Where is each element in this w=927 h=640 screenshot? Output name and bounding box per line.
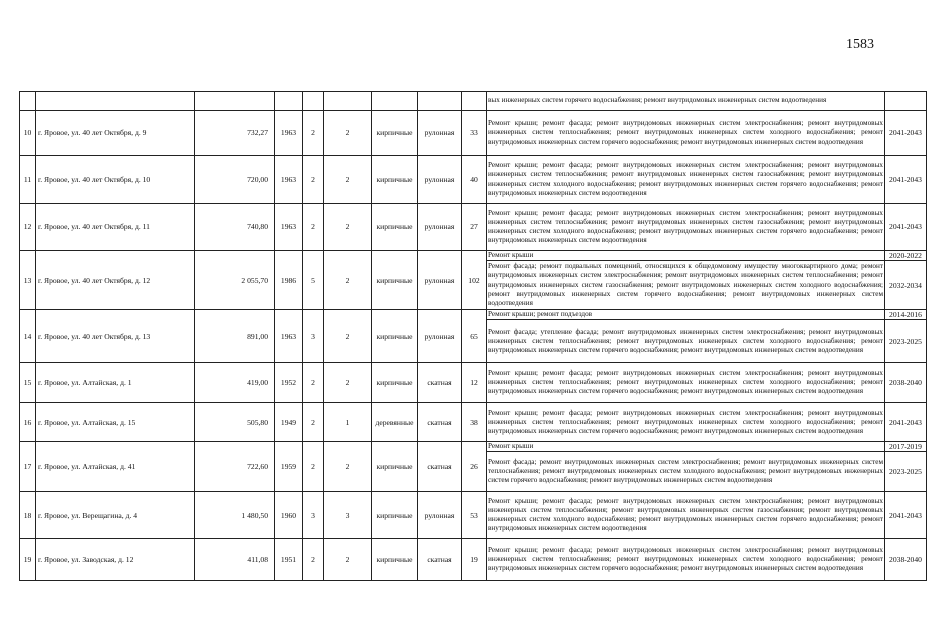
address-cell: г. Яровое, ул. Алтайская, д. 1 xyxy=(36,363,195,403)
entrances-cell: 2 xyxy=(324,156,372,204)
floors-cell: 2 xyxy=(303,442,324,492)
floors-cell: 2 xyxy=(303,403,324,442)
cell xyxy=(372,92,418,111)
wall-material-cell: кирпичные xyxy=(372,204,418,251)
table-row xyxy=(20,442,927,452)
year-built-cell: 1952 xyxy=(275,363,303,403)
row-number: 15 xyxy=(20,363,36,403)
period-cell: 2020-2022 xyxy=(885,251,927,261)
period-cell: 2023-2025 xyxy=(885,320,927,363)
floors-cell: 2 xyxy=(303,156,324,204)
table-row xyxy=(20,492,927,539)
roof-type-cell: рулонная xyxy=(418,310,462,363)
period-cell: 2041-2043 xyxy=(885,111,927,156)
row-number: 13 xyxy=(20,251,36,310)
wall-material-cell: кирпичные xyxy=(372,442,418,492)
works-cell: Ремонт фасада; утепление фасада; ремонт внутридомовых инженерных систем электроснабжения; ремонт внутридомовых инженерных систем теплоснабжения; ремонт внутридомовых инженерных систем холодного водоснабжения; ремонт внутридомовых инженерных систем горячего водоснабжения; ремонт внутридомовых инженерных систем водоотведения xyxy=(487,320,885,363)
period-cell: 2017-2019 xyxy=(885,442,927,452)
works-cell: Ремонт крыши; ремонт подъездов xyxy=(487,310,885,320)
entrances-cell: 2 xyxy=(324,111,372,156)
area-cell: 411,08 xyxy=(195,539,275,581)
year-built-cell: 1951 xyxy=(275,539,303,581)
entrances-cell: 2 xyxy=(324,539,372,581)
works-cell: Ремонт крыши xyxy=(487,251,885,261)
roof-type-cell: рулонная xyxy=(418,251,462,310)
entrances-cell: 2 xyxy=(324,204,372,251)
area-cell: 891,00 xyxy=(195,310,275,363)
address-cell: г. Яровое, ул. Алтайская, д. 15 xyxy=(36,403,195,442)
row-number: 18 xyxy=(20,492,36,539)
repair-schedule-table xyxy=(19,91,927,581)
roof-type-cell: рулонная xyxy=(418,156,462,204)
residents-cell: 19 xyxy=(462,539,487,581)
residents-cell: 12 xyxy=(462,363,487,403)
period-cell: 2041-2043 xyxy=(885,156,927,204)
wall-material-cell: кирпичные xyxy=(372,363,418,403)
roof-type-cell: скатная xyxy=(418,539,462,581)
entrances-cell: 2 xyxy=(324,442,372,492)
address-cell: г. Яровое, ул. 40 лет Октября, д. 13 xyxy=(36,310,195,363)
period-cell: 2023-2025 xyxy=(885,452,927,492)
works-cell: Ремонт крыши; ремонт фасада; ремонт внутридомовых инженерных систем электроснабжения; ремонт внутридомовых инженерных систем теплоснабжения; ремонт внутридомовых инженерных систем газоснабжения; ремонт внутридомовых инженерных систем холодного водоснабжения; ремонт внутридомовых инженерных систем горячего водоснабжения; ремонт внутридомовых инженерных систем водоотведения xyxy=(487,156,885,204)
address-cell: г. Яровое, ул. 40 лет Октября, д. 9 xyxy=(36,111,195,156)
table-row xyxy=(20,539,927,581)
works-cell: Ремонт крыши xyxy=(487,442,885,452)
wall-material-cell: кирпичные xyxy=(372,156,418,204)
wall-material-cell: кирпичные xyxy=(372,492,418,539)
residents-cell: 40 xyxy=(462,156,487,204)
period-cell: 2032-2034 xyxy=(885,261,927,310)
roof-type-cell: рулонная xyxy=(418,204,462,251)
floors-cell: 2 xyxy=(303,363,324,403)
roof-type-cell: рулонная xyxy=(418,492,462,539)
period-cell: 2041-2043 xyxy=(885,204,927,251)
works-cell: Ремонт фасада; ремонт подвальных помещений, относящихся к общедомовому имуществу многоквартирного дома; ремонт внутридомовых инженерных систем электроснабжения; ремонт внутридомовых инженерных систем теплоснабжения; ремонт внутридомовых инженерных систем газоснабжения; ремонт внутридомовых инженерных систем холодного водоснабжения; ремонт внутридомовых инженерных систем горячего водоснабжения; ремонт внутридомовых инженерных систем водоотведения xyxy=(487,261,885,310)
cell xyxy=(462,92,487,111)
floors-cell: 2 xyxy=(303,539,324,581)
table-row xyxy=(20,310,927,320)
cell xyxy=(275,92,303,111)
row-number: 12 xyxy=(20,204,36,251)
address-cell: г. Яровое, ул. Верещагина, д. 4 xyxy=(36,492,195,539)
wall-material-cell: кирпичные xyxy=(372,251,418,310)
period-cell: 2014-2016 xyxy=(885,310,927,320)
row-number: 19 xyxy=(20,539,36,581)
works-cell: Ремонт фасада; ремонт внутридомовых инженерных систем электроснабжения; ремонт внутридомовых инженерных систем теплоснабжения; ремонт внутридомовых инженерных систем холодного водоснабжения; ремонт внутридомовых инженерных систем горячего водоснабжения; ремонт внутридомовых инженерных систем водоотведения xyxy=(487,452,885,492)
residents-cell: 33 xyxy=(462,111,487,156)
year-built-cell: 1963 xyxy=(275,310,303,363)
residents-cell: 38 xyxy=(462,403,487,442)
works-cell: Ремонт крыши; ремонт фасада; ремонт внутридомовых инженерных систем электроснабжения; ремонт внутридомовых инженерных систем теплоснабжения; ремонт внутридомовых инженерных систем холодного водоснабжения; ремонт внутридомовых инженерных систем горячего водоснабжения; ремонт внутридомовых инженерных систем водоотведения xyxy=(487,363,885,403)
wall-material-cell: кирпичные xyxy=(372,539,418,581)
table-row xyxy=(20,111,927,156)
table-row xyxy=(20,363,927,403)
wall-material-cell: кирпичные xyxy=(372,111,418,156)
area-cell: 732,27 xyxy=(195,111,275,156)
cell xyxy=(303,92,324,111)
area-cell: 2 055,70 xyxy=(195,251,275,310)
floors-cell: 3 xyxy=(303,310,324,363)
address-cell: г. Яровое, ул. Алтайская, д. 41 xyxy=(36,442,195,492)
year-built-cell: 1963 xyxy=(275,111,303,156)
cell xyxy=(20,92,36,111)
entrances-cell: 2 xyxy=(324,363,372,403)
table-row xyxy=(20,204,927,251)
year-built-cell: 1963 xyxy=(275,204,303,251)
floors-cell: 3 xyxy=(303,492,324,539)
address-cell: г. Яровое, ул. 40 лет Октября, д. 11 xyxy=(36,204,195,251)
year-built-cell: 1959 xyxy=(275,442,303,492)
address-cell: г. Яровое, ул. Заводская, д. 12 xyxy=(36,539,195,581)
area-cell: 722,60 xyxy=(195,442,275,492)
period-cell: 2041-2043 xyxy=(885,492,927,539)
entrances-cell: 2 xyxy=(324,310,372,363)
works-cell: Ремонт крыши; ремонт фасада; ремонт внутридомовых инженерных систем электроснабжения; ремонт внутридомовых инженерных систем теплоснабжения; ремонт внутридомовых инженерных систем газоснабжения; ремонт внутридомовых инженерных систем холодного водоснабжения; ремонт внутридомовых инженерных систем горячего водоснабжения; ремонт внутридомовых инженерных систем водоотведения xyxy=(487,492,885,539)
cell xyxy=(885,92,927,111)
works-cell: Ремонт крыши; ремонт фасада; ремонт внутридомовых инженерных систем электроснабжения; ремонт внутридомовых инженерных систем теплоснабжения; ремонт внутридомовых инженерных систем газоснабжения; ремонт внутридомовых инженерных систем холодного водоснабжения; ремонт внутридомовых инженерных систем горячего водоснабжения; ремонт внутридомовых инженерных систем водоотведения xyxy=(487,204,885,251)
table-row xyxy=(20,156,927,204)
residents-cell: 102 xyxy=(462,251,487,310)
floors-cell: 2 xyxy=(303,111,324,156)
roof-type-cell: скатная xyxy=(418,363,462,403)
floors-cell: 2 xyxy=(303,204,324,251)
year-built-cell: 1949 xyxy=(275,403,303,442)
row-number: 14 xyxy=(20,310,36,363)
table-row xyxy=(20,403,927,442)
area-cell: 419,00 xyxy=(195,363,275,403)
year-built-cell: 1963 xyxy=(275,156,303,204)
period-cell: 2041-2043 xyxy=(885,403,927,442)
works-cell: Ремонт крыши; ремонт фасада; ремонт внутридомовых инженерных систем электроснабжения; ремонт внутридомовых инженерных систем теплоснабжения; ремонт внутридомовых инженерных систем холодного водоснабжения; ремонт внутридомовых инженерных систем горячего водоснабжения; ремонт внутридомовых инженерных систем водоотведения xyxy=(487,403,885,442)
roof-type-cell: рулонная xyxy=(418,111,462,156)
works-cell: Ремонт крыши; ремонт фасада; ремонт внутридомовых инженерных систем электроснабжения; ремонт внутридомовых инженерных систем теплоснабжения; ремонт внутридомовых инженерных систем холодного водоснабжения; ремонт внутридомовых инженерных систем горячего водоснабжения; ремонт внутридомовых инженерных систем водоотведения xyxy=(487,539,885,581)
floors-cell: 5 xyxy=(303,251,324,310)
continuation-row xyxy=(20,92,927,111)
row-number: 17 xyxy=(20,442,36,492)
works-cell: Ремонт крыши; ремонт фасада; ремонт внутридомовых инженерных систем электроснабжения; ремонт внутридомовых инженерных систем теплоснабжения; ремонт внутридомовых инженерных систем холодного водоснабжения; ремонт внутридомовых инженерных систем горячего водоснабжения; ремонт внутридомовых инженерных систем водоотведения xyxy=(487,111,885,156)
area-cell: 1 480,50 xyxy=(195,492,275,539)
cell xyxy=(36,92,195,111)
cell xyxy=(324,92,372,111)
area-cell: 505,80 xyxy=(195,403,275,442)
residents-cell: 53 xyxy=(462,492,487,539)
residents-cell: 65 xyxy=(462,310,487,363)
row-number: 11 xyxy=(20,156,36,204)
cell xyxy=(195,92,275,111)
page-number: 1583 xyxy=(846,37,874,52)
address-cell: г. Яровое, ул. 40 лет Октября, д. 10 xyxy=(36,156,195,204)
entrances-cell: 1 xyxy=(324,403,372,442)
row-number: 16 xyxy=(20,403,36,442)
cell xyxy=(418,92,462,111)
period-cell: 2038-2040 xyxy=(885,539,927,581)
row-number: 10 xyxy=(20,111,36,156)
address-cell: г. Яровое, ул. 40 лет Октября, д. 12 xyxy=(36,251,195,310)
period-cell: 2038-2040 xyxy=(885,363,927,403)
residents-cell: 26 xyxy=(462,442,487,492)
wall-material-cell: деревянные xyxy=(372,403,418,442)
year-built-cell: 1986 xyxy=(275,251,303,310)
table-row xyxy=(20,251,927,261)
area-cell: 740,80 xyxy=(195,204,275,251)
entrances-cell: 2 xyxy=(324,251,372,310)
year-built-cell: 1960 xyxy=(275,492,303,539)
roof-type-cell: скатная xyxy=(418,403,462,442)
area-cell: 720,00 xyxy=(195,156,275,204)
wall-material-cell: кирпичные xyxy=(372,310,418,363)
roof-type-cell: скатная xyxy=(418,442,462,492)
residents-cell: 27 xyxy=(462,204,487,251)
entrances-cell: 3 xyxy=(324,492,372,539)
works-cell: вых инженерных систем горячего водоснабжения; ремонт внутридомовых инженерных систем водоотведения xyxy=(487,92,885,111)
